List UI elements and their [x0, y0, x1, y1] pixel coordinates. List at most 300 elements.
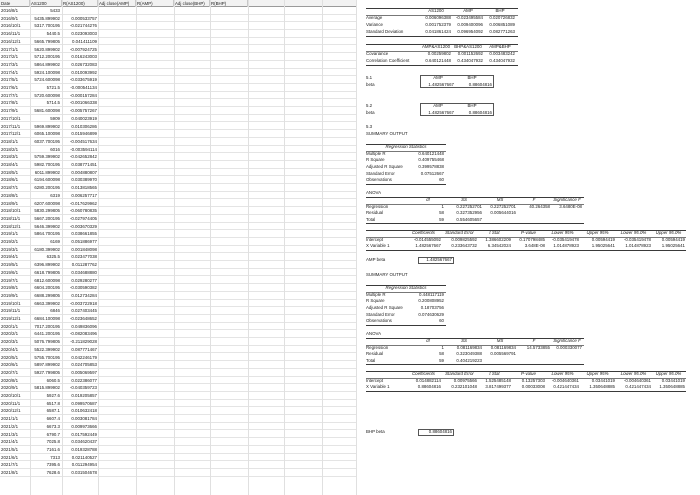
anova-value[interactable] — [518, 351, 550, 357]
r-as1200-cell[interactable]: -0.007924725 — [69, 46, 97, 52]
anova-header[interactable]: df — [426, 338, 430, 343]
r-bhp-cell[interactable] — [210, 338, 246, 346]
r-bhp-cell[interactable] — [210, 354, 246, 362]
r-as1200-cell[interactable]: -0.030590382 — [69, 285, 97, 291]
adj-close-bhp-cell[interactable] — [174, 392, 208, 400]
date-cell[interactable]: 2017/9/1 — [1, 108, 19, 114]
adj-close-bhp-cell[interactable] — [174, 61, 208, 69]
r-as1200-cell[interactable]: 0.019328788 — [71, 446, 97, 452]
date-cell[interactable]: 2017/7/1 — [1, 92, 19, 98]
coef-value[interactable]: 0.170798485 — [519, 236, 545, 242]
cov-value[interactable]: 0.001152692 — [457, 51, 483, 56]
adj-close-bhp-cell[interactable] — [174, 7, 208, 15]
adj-close-bhp-cell[interactable] — [174, 22, 208, 30]
adj-close-bhp-cell[interactable] — [174, 415, 208, 423]
adj-close-bhp-cell[interactable] — [174, 176, 208, 184]
r-as1200-cell[interactable]: 0.034688880 — [71, 269, 97, 275]
as1200-cell[interactable]: 6684.100098 — [34, 316, 60, 321]
as1200-cell[interactable]: 6016 — [50, 146, 60, 152]
r-bhp-cell[interactable] — [210, 454, 246, 462]
r-bhp-cell[interactable] — [210, 446, 246, 454]
adj-close-bhp-cell[interactable] — [174, 423, 208, 431]
r-as1200-cell[interactable]: 0.006257717 — [71, 192, 97, 198]
r-as1200-cell[interactable]: 0.019205857 — [71, 393, 97, 398]
coef-header[interactable]: Coefficients — [412, 371, 435, 376]
r-bhp-cell[interactable] — [210, 192, 246, 200]
date-cell[interactable]: 2018/4/1 — [1, 162, 19, 167]
r-as1200-cell[interactable]: -0.027974405 — [69, 215, 97, 221]
as1200-cell[interactable]: 5927.6 — [46, 393, 60, 398]
date-cell[interactable]: 2018/3/1 — [1, 154, 19, 160]
adj-close-amp-cell[interactable] — [98, 392, 134, 400]
adj-close-bhp-cell[interactable] — [174, 330, 208, 338]
r-amp-cell[interactable] — [136, 438, 172, 446]
r-as1200-cell[interactable]: 0.021140527 — [71, 454, 97, 460]
as1200-cell[interactable]: 6011.899902 — [34, 169, 60, 175]
r-amp-cell[interactable] — [136, 138, 172, 146]
r-as1200-cell[interactable]: -0.000541134 — [70, 85, 97, 90]
anova-value[interactable] — [518, 217, 550, 223]
r-bhp-cell[interactable] — [210, 253, 246, 261]
adj-close-amp-cell[interactable] — [98, 15, 134, 23]
coef-value[interactable]: 0.233643732 — [451, 243, 477, 249]
r-amp-cell[interactable] — [136, 22, 172, 30]
r-as1200-cell[interactable]: 0.009973666 — [71, 423, 97, 429]
anova-value[interactable]: 0.404219223 — [456, 357, 482, 363]
r-as1200-cell[interactable]: 0.041411109 — [72, 38, 97, 44]
r-bhp-cell[interactable] — [210, 307, 246, 315]
coef-header[interactable] — [366, 371, 406, 377]
r-as1200-cell[interactable]: 0.022386077 — [71, 377, 97, 383]
r-as1200-cell[interactable]: -0.042652842 — [69, 154, 97, 160]
date-cell[interactable]: 2020/8/1 — [1, 377, 19, 383]
anova-header[interactable]: MS — [496, 338, 504, 343]
as1200-cell[interactable]: 7313 — [50, 454, 60, 460]
cov-header[interactable]: AMP&BHP — [489, 44, 511, 49]
r-as1200-cell[interactable]: 0.017592449 — [71, 431, 97, 437]
as1200-cell[interactable]: 5909 — [50, 115, 60, 121]
as1200-cell[interactable]: 7395.6 — [46, 462, 60, 468]
date-cell[interactable]: 2017/1/1 — [1, 46, 19, 52]
coef-value[interactable]: 1.482567667 — [415, 243, 441, 249]
adj-close-bhp-cell[interactable] — [174, 69, 208, 77]
cov-value[interactable]: 0.434047932 — [489, 58, 515, 63]
as1200-cell[interactable]: 6037.700195 — [34, 138, 60, 144]
r-bhp-cell[interactable] — [210, 92, 246, 100]
adj-close-amp-cell[interactable] — [98, 238, 134, 246]
as1200-cell[interactable]: 5982.700195 — [34, 162, 60, 167]
date-cell[interactable]: 2019/10/1 — [1, 300, 21, 306]
date-cell[interactable]: 2018/9/1 — [1, 200, 19, 206]
r-bhp-cell[interactable] — [210, 38, 246, 46]
adj-close-bhp-cell[interactable] — [174, 292, 208, 300]
r-bhp-cell[interactable] — [210, 369, 246, 377]
adj-close-amp-cell[interactable] — [98, 38, 134, 46]
date-cell[interactable]: 2019/8/1 — [1, 285, 19, 291]
r-as1200-cell[interactable]: 0.012734284 — [71, 292, 97, 298]
r-amp-cell[interactable] — [136, 130, 172, 138]
adj-close-amp-cell[interactable] — [98, 30, 134, 38]
coef-value[interactable]: 3.817499377 — [485, 384, 511, 390]
anova-value[interactable]: 0.554605657 — [456, 216, 482, 222]
adj-close-bhp-cell[interactable] — [174, 53, 208, 61]
anova-value[interactable]: 59 — [439, 216, 444, 222]
as1200-cell[interactable]: 5755.700195 — [34, 354, 60, 360]
adj-close-amp-cell[interactable] — [98, 369, 134, 377]
as1200-cell[interactable]: 6846 — [50, 308, 60, 314]
r-bhp-cell[interactable] — [210, 230, 246, 238]
r-bhp-cell[interactable] — [210, 7, 246, 15]
adj-close-amp-cell[interactable] — [98, 99, 134, 107]
r-as1200-cell[interactable]: 0.051886977 — [71, 239, 97, 244]
adj-close-amp-cell[interactable] — [98, 253, 134, 261]
r-amp-cell[interactable] — [136, 76, 172, 84]
r-as1200-cell[interactable]: 0.042246179 — [71, 354, 97, 360]
adj-close-amp-cell[interactable] — [98, 200, 134, 208]
adj-close-amp-cell[interactable] — [98, 277, 134, 285]
r-bhp-cell[interactable] — [210, 246, 246, 254]
as1200-cell[interactable]: 5815.899902 — [34, 385, 60, 391]
r-as1200-cell[interactable]: -0.040359723 — [69, 385, 97, 391]
anova-header[interactable]: SS — [461, 197, 467, 202]
adj-close-amp-cell[interactable] — [98, 130, 134, 138]
adj-close-amp-cell[interactable] — [98, 7, 134, 15]
as1200-cell[interactable]: 6688.299805 — [34, 292, 60, 298]
r-as1200-cell[interactable]: 0.023477038 — [71, 254, 97, 260]
adj-close-amp-cell[interactable] — [98, 146, 134, 154]
adj-close-amp-cell[interactable] — [98, 123, 134, 131]
date-cell[interactable]: 2018/5/1 — [1, 169, 19, 175]
r-bhp-cell[interactable] — [210, 146, 246, 154]
coef-header[interactable]: Coefficients — [412, 230, 435, 235]
as1200-cell[interactable]: 5317.700195 — [34, 23, 60, 29]
adj-close-bhp-cell[interactable] — [174, 307, 208, 315]
date-cell[interactable]: 2018/8/1 — [1, 192, 19, 198]
date-cell[interactable]: 2019/2/1 — [1, 239, 19, 244]
cov-value[interactable]: 0.640121448 — [425, 58, 451, 63]
r-bhp-cell[interactable] — [210, 53, 246, 61]
adj-close-amp-cell[interactable] — [98, 84, 134, 92]
r-amp-cell[interactable] — [136, 38, 172, 46]
coef-header[interactable]: t Stat — [489, 371, 500, 376]
as1200-cell[interactable]: 5830.299805 — [34, 208, 60, 214]
r-bhp-cell[interactable] — [210, 277, 246, 285]
anova-value[interactable]: 1 — [441, 203, 444, 209]
r-amp-cell[interactable] — [136, 307, 172, 315]
stats-value[interactable]: -0.023495584 — [455, 15, 483, 20]
date-cell[interactable]: 2017/11/1 — [1, 123, 21, 129]
coef-value[interactable]: -0.004640361 — [623, 377, 651, 383]
r-as1200-cell[interactable]: 0.015946899 — [71, 131, 97, 137]
adj-close-bhp-cell[interactable] — [174, 253, 208, 261]
r-amp-cell[interactable] — [136, 392, 172, 400]
r-bhp-cell[interactable] — [210, 407, 246, 415]
coef-header[interactable]: Upper 95% — [586, 371, 609, 376]
as1200-cell[interactable]: 5076.799805 — [34, 339, 60, 345]
anova-value[interactable] — [484, 217, 516, 223]
adj-close-amp-cell[interactable] — [98, 431, 134, 439]
adj-close-bhp-cell[interactable] — [174, 407, 208, 415]
date-cell[interactable]: 2017/8/1 — [1, 100, 19, 106]
adj-close-bhp-cell[interactable] — [174, 384, 208, 392]
r-amp-cell[interactable] — [136, 261, 172, 269]
r-bhp-cell[interactable] — [210, 400, 246, 408]
date-cell[interactable]: 2020/6/1 — [1, 362, 19, 368]
r-bhp-cell[interactable] — [210, 223, 246, 231]
adj-close-bhp-cell[interactable] — [174, 30, 208, 38]
adj-close-amp-cell[interactable] — [98, 323, 134, 331]
r-amp-cell[interactable] — [136, 92, 172, 100]
r-bhp-cell[interactable] — [210, 207, 246, 215]
r-amp-cell[interactable] — [136, 369, 172, 377]
r-amp-cell[interactable] — [136, 192, 172, 200]
date-cell[interactable]: 2019/12/1 — [1, 316, 21, 321]
r-amp-cell[interactable] — [136, 277, 172, 285]
coef-value[interactable]: 1.014878923 — [625, 243, 651, 249]
date-cell[interactable]: 2018/10/1 — [1, 208, 21, 214]
r-as1200-cell[interactable]: 0.024705853 — [71, 362, 97, 368]
r-bhp-cell[interactable] — [210, 161, 246, 169]
coef-value[interactable]: 0.00594419 — [591, 236, 615, 242]
adj-close-amp-cell[interactable] — [98, 346, 134, 354]
anova-value[interactable] — [518, 210, 550, 216]
date-cell[interactable]: 2021/2/1 — [1, 423, 19, 429]
r-amp-cell[interactable] — [136, 377, 172, 385]
adj-close-bhp-cell[interactable] — [174, 15, 208, 23]
date-cell[interactable]: 2020/9/1 — [1, 385, 19, 391]
adj-close-amp-cell[interactable] — [98, 354, 134, 362]
r-bhp-cell[interactable] — [210, 330, 246, 338]
anova-value[interactable] — [484, 358, 516, 364]
r-as1200-cell[interactable]: 0.038771451 — [71, 162, 97, 167]
adj-close-amp-cell[interactable] — [98, 223, 134, 231]
adj-close-amp-cell[interactable] — [98, 161, 134, 169]
anova-value[interactable]: 0.227252701 — [490, 203, 516, 209]
r-amp-cell[interactable] — [136, 7, 172, 15]
date-cell[interactable]: 2019/1/1 — [1, 231, 19, 237]
header-r-bhp[interactable]: R(BHP) — [210, 0, 248, 7]
adj-close-amp-cell[interactable] — [98, 438, 134, 446]
anova-value[interactable]: 0.323049388 — [456, 351, 482, 357]
coef-header[interactable]: P-value — [521, 230, 536, 235]
adj-close-bhp-cell[interactable] — [174, 38, 208, 46]
r-as1200-cell[interactable]: 0.049836096 — [71, 323, 97, 329]
anova-header[interactable]: df — [426, 197, 430, 202]
as1200-cell[interactable]: 5433 — [50, 8, 60, 13]
r-as1200-cell[interactable]: -0.005757267 — [69, 108, 97, 114]
as1200-cell[interactable]: 5681.600098 — [34, 108, 60, 114]
date-cell[interactable]: 2017/2/1 — [1, 54, 19, 60]
adj-close-bhp-cell[interactable] — [174, 230, 208, 238]
date-cell[interactable]: 2018/7/1 — [1, 185, 19, 191]
date-cell[interactable]: 2017/6/1 — [1, 85, 19, 90]
r-as1200-cell[interactable]: -0.060780835 — [69, 208, 97, 214]
adj-close-amp-cell[interactable] — [98, 446, 134, 454]
date-cell[interactable]: 2020/11/1 — [1, 400, 21, 406]
anova-header[interactable]: Significance F — [553, 338, 581, 343]
r-as1200-cell[interactable]: -0.000157284 — [69, 92, 97, 98]
adj-close-amp-cell[interactable] — [98, 22, 134, 30]
r-amp-cell[interactable] — [136, 223, 172, 231]
r-as1200-cell[interactable]: -0.033675919 — [69, 77, 97, 83]
adj-close-amp-cell[interactable] — [98, 330, 134, 338]
r-amp-cell[interactable] — [136, 454, 172, 462]
adj-close-bhp-cell[interactable] — [174, 300, 208, 308]
r-amp-cell[interactable] — [136, 323, 172, 331]
as1200-cell[interactable]: 5665.799805 — [34, 38, 60, 44]
anova-header[interactable]: SS — [461, 338, 467, 343]
r-as1200-cell[interactable]: 0.005069597 — [71, 369, 97, 375]
r-as1200-cell[interactable] — [62, 7, 97, 15]
coef-value[interactable]: 0.421447434 — [625, 384, 651, 390]
r-as1200-cell[interactable]: -0.023648652 — [69, 316, 97, 321]
adj-close-amp-cell[interactable] — [98, 284, 134, 292]
adj-close-amp-cell[interactable] — [98, 153, 134, 161]
anova-value[interactable] — [552, 210, 582, 216]
anova-value[interactable]: 0.081169834 — [456, 344, 482, 350]
r-bhp-cell[interactable] — [210, 61, 246, 69]
stats-value[interactable]: 0.006096388 — [425, 15, 451, 20]
r-amp-cell[interactable] — [136, 330, 172, 338]
r-bhp-cell[interactable] — [210, 15, 246, 23]
anova-value[interactable]: 40.264358 — [529, 203, 550, 209]
coef-value[interactable]: 1.525485148 — [485, 377, 511, 383]
r-as1200-cell[interactable]: 0.010632418 — [71, 408, 97, 414]
as1200-cell[interactable]: 6663.399902 — [34, 300, 60, 306]
adj-close-amp-cell[interactable] — [98, 407, 134, 415]
as1200-cell[interactable]: 6790.7 — [46, 431, 60, 437]
coef-value[interactable]: 0.00594419 — [661, 236, 685, 242]
r-as1200-cell[interactable]: 0.000533757 — [71, 15, 97, 21]
anova-header[interactable]: MS — [496, 197, 504, 202]
r-as1200-cell[interactable]: 0.010093992 — [71, 69, 97, 75]
r-amp-cell[interactable] — [136, 15, 172, 23]
date-cell[interactable]: 2019/5/1 — [1, 262, 19, 268]
adj-close-amp-cell[interactable] — [98, 338, 134, 346]
r-amp-cell[interactable] — [136, 215, 172, 223]
date-cell[interactable]: 2016/12/1 — [1, 38, 21, 44]
date-cell[interactable]: 2017/12/1 — [1, 131, 21, 137]
as1200-cell[interactable]: 5897.899902 — [34, 362, 60, 368]
adj-close-bhp-cell[interactable] — [174, 130, 208, 138]
date-cell[interactable]: 2018/11/1 — [1, 215, 21, 221]
r-as1200-cell[interactable]: 0.011294954 — [71, 462, 97, 468]
as1200-cell[interactable]: 6319 — [50, 192, 60, 198]
coef-header[interactable]: Upper 95.0% — [655, 230, 682, 235]
adj-close-amp-cell[interactable] — [98, 176, 134, 184]
as1200-cell[interactable]: 6812.600098 — [34, 277, 60, 283]
adj-close-bhp-cell[interactable] — [174, 146, 208, 154]
adj-close-amp-cell[interactable] — [98, 115, 134, 123]
r-as1200-cell[interactable]: -0.003722918 — [69, 300, 97, 306]
coef-value[interactable]: 1.386602209 — [485, 236, 511, 242]
r-amp-cell[interactable] — [136, 169, 172, 177]
r-as1200-cell[interactable]: -0.082083496 — [69, 331, 97, 337]
coef-value[interactable]: 0.88604816 — [417, 384, 441, 390]
as1200-cell[interactable]: 5646.399902 — [34, 223, 60, 229]
adj-close-amp-cell[interactable] — [98, 361, 134, 369]
adj-close-bhp-cell[interactable] — [174, 92, 208, 100]
as1200-cell[interactable]: 5620.899902 — [34, 46, 60, 52]
as1200-cell[interactable]: 6517.8 — [46, 400, 60, 406]
coef-header[interactable]: Lower 95.0% — [620, 371, 647, 376]
r-amp-cell[interactable] — [136, 269, 172, 277]
header-date[interactable]: Date — [0, 0, 30, 7]
r-bhp-cell[interactable] — [210, 138, 246, 146]
adj-close-amp-cell[interactable] — [98, 269, 134, 277]
anova-value[interactable]: 58 — [439, 351, 444, 357]
date-cell[interactable]: 2021/6/1 — [1, 454, 19, 460]
r-as1200-cell[interactable]: 0.087771467 — [71, 346, 97, 352]
stats-value[interactable]: 0.041861424 — [425, 29, 451, 34]
anova-value[interactable]: 0.081169834 — [490, 344, 516, 350]
r-amp-cell[interactable] — [136, 161, 172, 169]
adj-close-bhp-cell[interactable] — [174, 84, 208, 92]
adj-close-amp-cell[interactable] — [98, 207, 134, 215]
r-amp-cell[interactable] — [136, 253, 172, 261]
adj-close-amp-cell[interactable] — [98, 184, 134, 192]
date-cell[interactable]: 2020/5/1 — [1, 354, 19, 360]
coef-header[interactable]: Standard Error — [445, 230, 474, 235]
as1200-cell[interactable]: 7017.200195 — [34, 323, 60, 329]
adj-close-bhp-cell[interactable] — [174, 169, 208, 177]
coef-value[interactable]: 6.34542024 — [487, 243, 511, 249]
stats-header[interactable]: AMP — [463, 8, 473, 13]
r-as1200-cell[interactable]: 0.099570687 — [71, 400, 97, 406]
r-bhp-cell[interactable] — [210, 115, 246, 123]
coef-value[interactable]: 0.00975566 — [453, 377, 477, 383]
header-adj-close-bhp[interactable]: Adj close(BHP) — [174, 0, 210, 7]
date-cell[interactable]: 2018/2/1 — [1, 146, 19, 152]
beta-bhp-value[interactable]: 0.88604816 — [468, 82, 492, 87]
adj-close-bhp-cell[interactable] — [174, 215, 208, 223]
coef-value[interactable]: 1.014878923 — [553, 243, 579, 249]
r-amp-cell[interactable] — [136, 207, 172, 215]
beta-header-bhp[interactable]: BHP — [467, 75, 477, 80]
cov-value[interactable]: 0.434047932 — [457, 58, 483, 63]
adj-close-bhp-cell[interactable] — [174, 46, 208, 54]
r-as1200-cell[interactable]: 0.029280277 — [71, 277, 97, 283]
as1200-cell[interactable]: 6396.899902 — [34, 262, 60, 268]
adj-close-amp-cell[interactable] — [98, 138, 134, 146]
r-bhp-cell[interactable] — [210, 292, 246, 300]
reg-stat-value[interactable]: 0.18703756 — [420, 305, 444, 310]
adj-close-bhp-cell[interactable] — [174, 438, 208, 446]
r-amp-cell[interactable] — [136, 61, 172, 69]
beta-header-amp[interactable]: AMP — [433, 75, 443, 80]
r-amp-cell[interactable] — [136, 400, 172, 408]
date-cell[interactable]: 2016/10/1 — [1, 23, 21, 29]
adj-close-amp-cell[interactable] — [98, 469, 134, 477]
date-cell[interactable]: 2017/4/1 — [1, 69, 19, 75]
adj-close-amp-cell[interactable] — [98, 461, 134, 469]
as1200-cell[interactable]: 6604.200195 — [34, 285, 60, 291]
date-cell[interactable]: 2018/1/1 — [1, 138, 19, 144]
adj-close-amp-cell[interactable] — [98, 246, 134, 254]
adj-close-amp-cell[interactable] — [98, 384, 134, 392]
cov-header[interactable]: BHP&AS1200 — [454, 44, 482, 49]
r-bhp-cell[interactable] — [210, 323, 246, 331]
as1200-cell[interactable]: 6325.5 — [46, 254, 60, 260]
date-cell[interactable]: 2016/11/1 — [1, 31, 21, 37]
adj-close-bhp-cell[interactable] — [174, 354, 208, 362]
r-bhp-cell[interactable] — [210, 184, 246, 192]
coef-header[interactable]: Lower 95% — [551, 230, 574, 235]
adj-close-amp-cell[interactable] — [98, 215, 134, 223]
adj-close-bhp-cell[interactable] — [174, 115, 208, 123]
coef-value[interactable]: 0.03441019 — [591, 377, 615, 383]
anova-header[interactable] — [366, 197, 412, 203]
